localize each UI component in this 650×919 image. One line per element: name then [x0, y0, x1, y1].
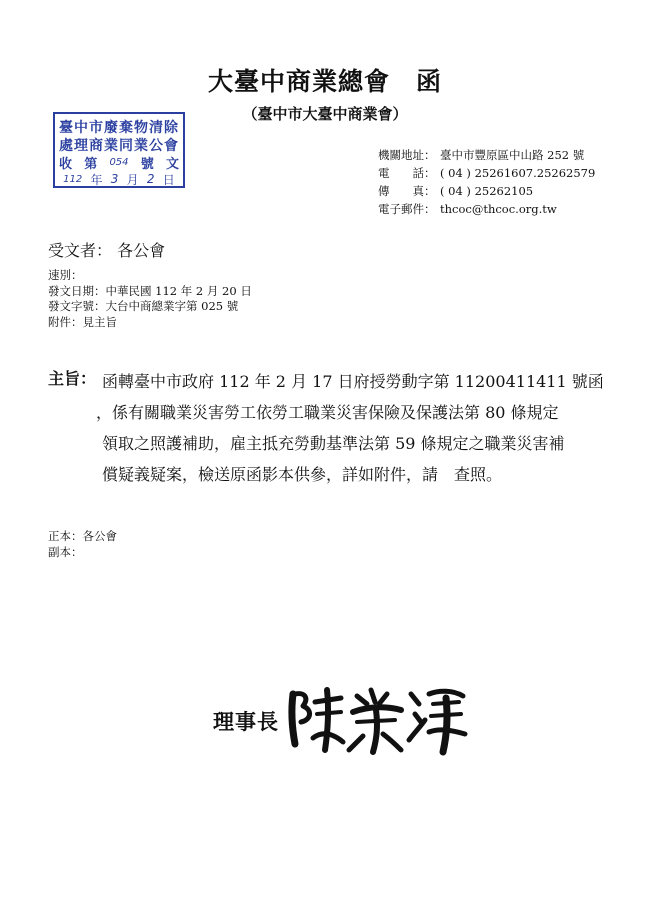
stamp-date-month-unit: 月	[126, 172, 139, 187]
stamp-date-row	[59, 171, 179, 187]
chairman-signature	[283, 680, 469, 758]
contact-email	[378, 200, 595, 218]
stamp-line-1: 臺中市廢棄物清除	[59, 120, 179, 136]
recipient-line	[48, 238, 165, 261]
contact-address	[378, 146, 595, 164]
meta-attachment: 附件：見主旨	[48, 314, 117, 329]
document-meta	[48, 268, 252, 330]
distribution-list	[48, 528, 117, 560]
copies-cc: 副本：	[48, 545, 83, 559]
stamp-date-day-unit: 日	[162, 172, 175, 187]
document-subtitle: （臺中市大臺中商業會）	[242, 105, 408, 123]
subject-line-3: 領取之照護補助，雇主抵充勞動基準法第 59 條規定之職業災害補	[102, 434, 565, 453]
contact-block	[378, 146, 595, 218]
stamp-line-2: 處理商業同業公會	[59, 138, 179, 154]
document-title: 大臺中商業總會 函	[207, 67, 442, 96]
stamp-receipt-right2: 文	[165, 156, 179, 172]
meta-speed: 速別：	[48, 268, 83, 282]
subject-body	[90, 366, 610, 490]
contact-email-value[interactable]: thcoc@thcoc.org.tw	[440, 202, 557, 216]
receipt-stamp	[53, 112, 185, 188]
contact-phone-value: ( 04 ) 25261607.25262579	[440, 166, 596, 180]
stamp-receipt-number: 054	[109, 156, 129, 168]
subject-line-1: 函轉臺中市政府 112 年 2 月 17 日府授勞動字第 11200411411 號函	[102, 372, 604, 391]
stamp-date-day: 2	[146, 172, 155, 186]
subject-line-4: 償疑義疑案，檢送原函影本供參，詳如附件，請 查照。	[102, 465, 503, 484]
contact-fax-label: 傳 真：	[378, 184, 436, 198]
recipient-label: 受文者：	[48, 241, 113, 260]
stamp-date-year-unit: 年	[90, 172, 103, 187]
copies-original: 正本：各公會	[48, 529, 117, 543]
stamp-date-month: 3	[110, 172, 119, 186]
contact-email-label: 電子郵件：	[378, 202, 436, 216]
contact-address-label: 機關地址：	[378, 148, 436, 162]
contact-fax-value: ( 04 ) 25262105	[440, 184, 534, 198]
stamp-receipt-row	[59, 153, 179, 171]
contact-phone-label: 電 話：	[378, 166, 436, 180]
meta-doc-number: 發文字號：大台中商總業字第 025 號	[48, 299, 239, 313]
stamp-receipt-mid: 第	[84, 156, 98, 172]
contact-fax	[378, 182, 595, 200]
contact-phone	[378, 164, 595, 182]
stamp-receipt-left: 收	[59, 156, 73, 172]
stamp-date-year: 112	[63, 173, 83, 185]
subject-label: 主旨：	[48, 369, 97, 388]
recipient-value: 各公會	[117, 241, 166, 260]
chairman-title: 理事長	[213, 710, 279, 734]
meta-date: 發文日期：中華民國 112 年 2 月 20 日	[48, 283, 252, 298]
contact-address-value: 臺中市豐原區中山路 252 號	[440, 148, 585, 162]
subject-line-2: ，係有關職業災害勞工依勞工職業災害保險及保護法第 80 條規定	[96, 403, 559, 422]
stamp-receipt-right1: 號	[140, 156, 154, 172]
